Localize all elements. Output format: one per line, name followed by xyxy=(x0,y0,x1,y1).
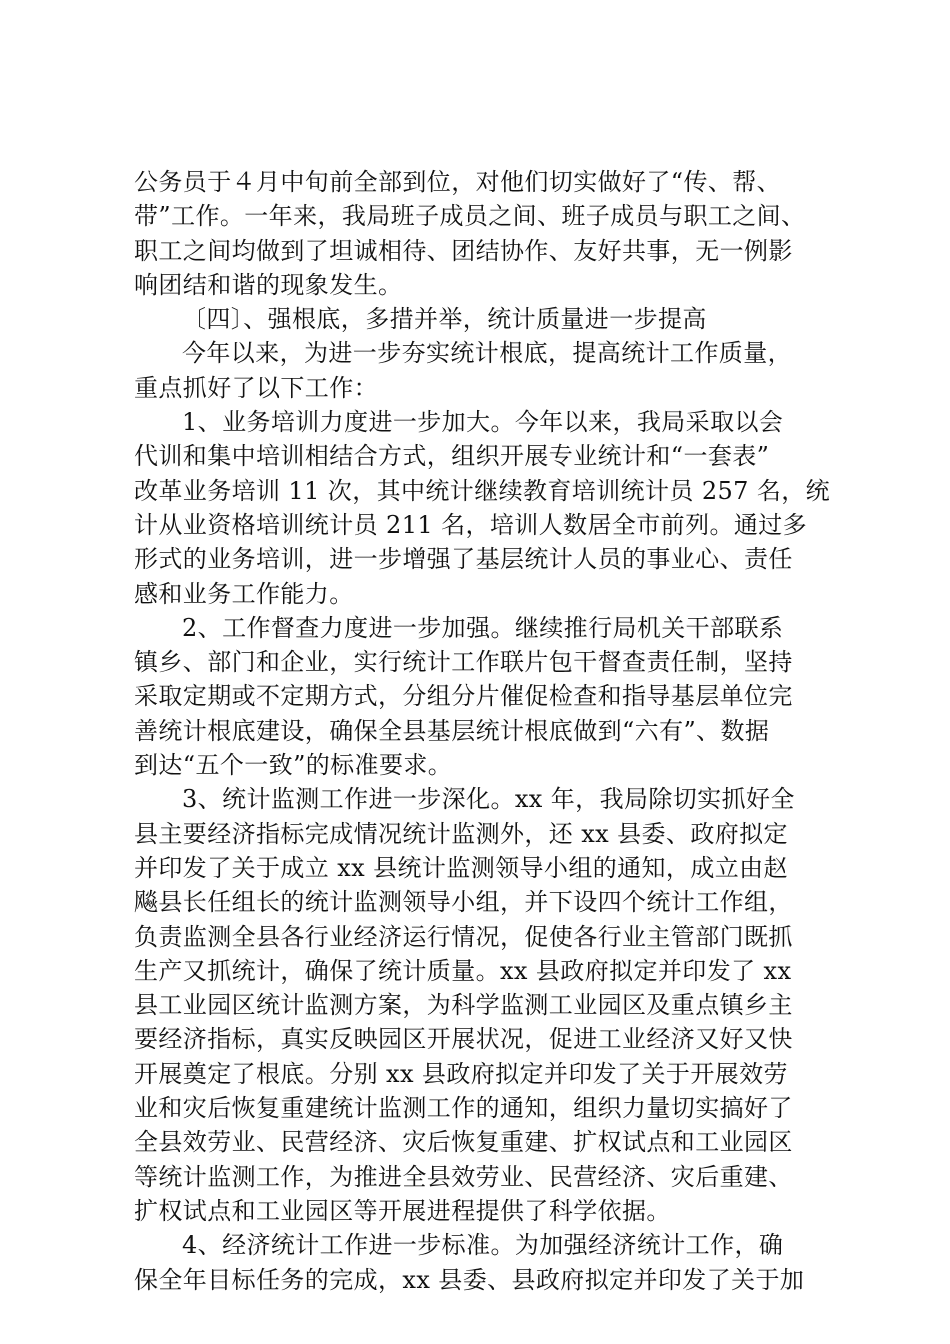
text-line: 今年以来，为进一步夯实统计根底，提高统计工作质量， xyxy=(182,339,792,368)
text-line: 形式的业务培训，进一步增强了基层统计人员的事业心、责任 xyxy=(134,545,793,574)
text-line: 飚县长任组长的统计监测领导小组，并下设四个统计工作组， xyxy=(134,888,793,917)
text-line: 采取定期或不定期方式，分组分片催促检查和指导基层单位完 xyxy=(134,682,793,711)
text-line: 计从业资格培训统计员 211 名，培训人数居全市前列。通过多 xyxy=(134,510,808,539)
text-line: 县主要经济指标完成情况统计监测外，还 xx 县委、政府拟定 xyxy=(134,819,788,848)
document-body xyxy=(134,165,831,1297)
text-line: 感和业务工作能力。 xyxy=(134,579,354,608)
text-line: 3、统计监测工作进一步深化。xx 年，我局除切实抓好全 xyxy=(182,785,795,814)
text-line: 1、业务培训力度进一步加大。今年以来，我局采取以会 xyxy=(182,408,784,437)
text-line: 4、经济统计工作进一步标准。为加强经济统计工作，确 xyxy=(182,1231,784,1260)
text-line: 镇乡、部门和企业，实行统计工作联片包干督查责任制，坚持 xyxy=(134,648,793,677)
text-line: 公务员于４月中旬前全部到位，对他们切实做好了“传、帮、 xyxy=(134,168,782,196)
text-line: 扩权试点和工业园区等开展进程提供了科学依据。 xyxy=(134,1196,671,1225)
section-heading: 〔四〕、强根底，多措并举，统计质量进一步提高 xyxy=(182,305,707,334)
text-line: 业和灾后恢复重建统计监测工作的通知，组织力量切实搞好了 xyxy=(134,1094,793,1123)
text-line: 等统计监测工作，为推进全县效劳业、民营经济、灾后重建、 xyxy=(134,1162,793,1191)
text-line: 响团结和谐的现象发生。 xyxy=(134,270,403,299)
text-line: 职工之间均做到了坦诚相待、团结协作、友好共事，无一例影 xyxy=(134,236,793,265)
text-line: 要经济指标，真实反映园区开展状况，促进工业经济又好又快 xyxy=(134,1025,793,1054)
text-line: 带”工作。一年来，我局班子成员之间、班子成员与职工之间、 xyxy=(134,202,806,231)
text-line: 全县效劳业、民营经济、灾后恢复重建、扩权试点和工业园区 xyxy=(134,1128,793,1157)
text-line: 保全年目标任务的完成，xx 县委、县政府拟定并印发了关于加 xyxy=(134,1265,805,1294)
text-line: 2、工作督查力度进一步加强。继续推行局机关干部联系 xyxy=(182,613,784,642)
text-line: 代训和集中培训相结合方式，组织开展专业统计和“一套表” xyxy=(134,442,770,471)
text-line: 县工业园区统计监测方案，为科学监测工业园区及重点镇乡主 xyxy=(134,991,793,1020)
text-line: 善统计根底建设，确保全县基层统计根底做到“六有”、数据 xyxy=(134,716,770,745)
text-line: 开展奠定了根底。分别 xx 县政府拟定并印发了关于开展效劳 xyxy=(134,1059,788,1088)
text-line: 到达“五个一致”的标准要求。 xyxy=(134,751,453,780)
text-line: 改革业务培训 11 次，其中统计继续教育培训统计员 257 名，统 xyxy=(134,476,831,505)
text-line: 生产又抓统计，确保了统计质量。xx 县政府拟定并印发了 xx xyxy=(134,956,792,985)
text-line: 重点抓好了以下工作： xyxy=(134,373,378,402)
text-line: 并印发了关于成立 xx 县统计监测领导小组的通知，成立由赵 xyxy=(134,853,788,882)
text-line: 负责监测全县各行业经济运行情况，促使各行业主管部门既抓 xyxy=(134,922,793,951)
